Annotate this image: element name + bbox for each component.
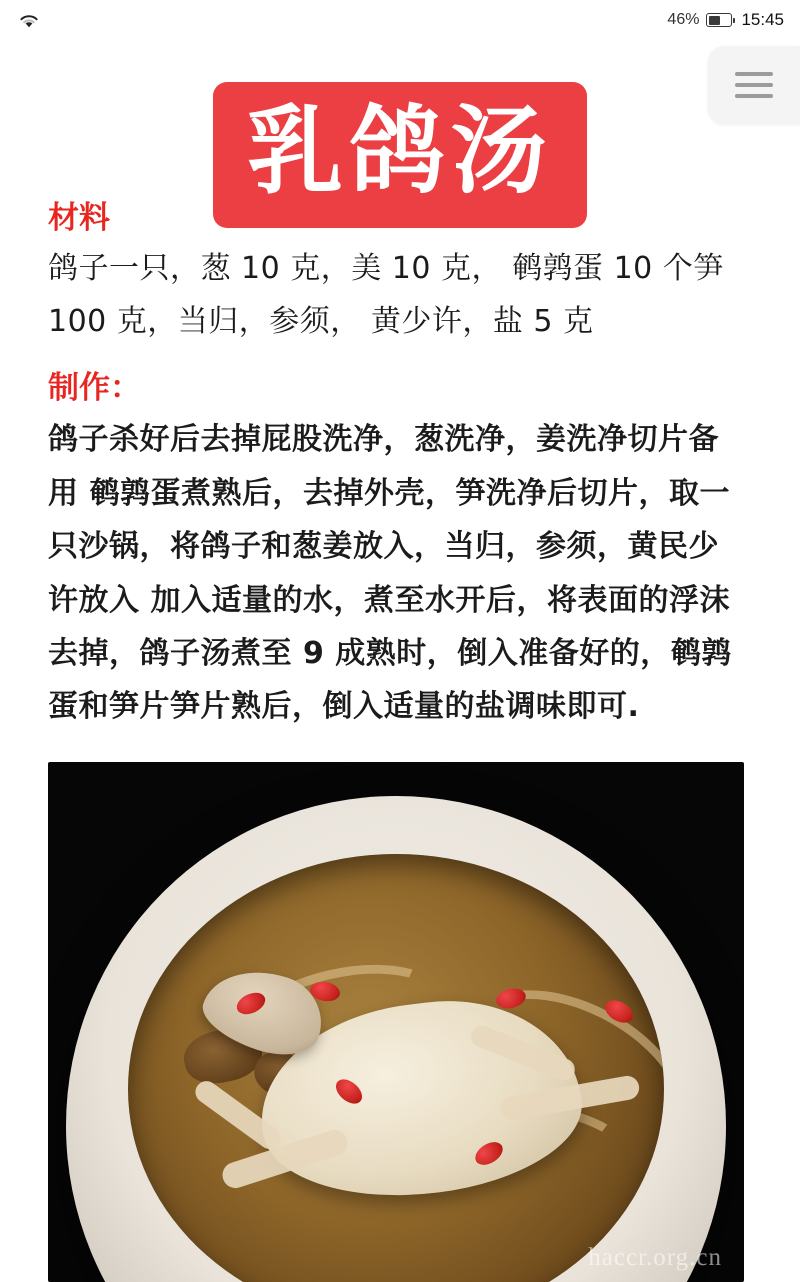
page-title: 乳鸽汤 bbox=[213, 82, 587, 228]
battery-fill bbox=[709, 16, 720, 25]
photo-watermark: haccr.org.cn bbox=[588, 1243, 722, 1271]
materials-text: 鸽子一只，葱 10 克，美 10 克， 鹌鹑蛋 10 个笋 100 克，当归，参须， 黄少许，盐 5 克 bbox=[48, 251, 724, 339]
steps-heading: 制作： bbox=[48, 370, 141, 407]
status-bar bbox=[0, 0, 800, 40]
steps-text: 鸽子杀好后去掉屁股洗净，葱洗净，姜洗净切片备用 鹌鹑蛋煮熟后，去掉外壳，笋洗净后切片，取一只沙锅，将鸽子和葱姜放入，当归，参须，黄民少许放入 加入适量的水，煮至水开后，将表面的浮沫去掉，鸽子汤煮至 9 成熟时，倒入准备好的，鹌鹑蛋和笋片笋片熟后，倒入适量的盐调味即可. bbox=[48, 422, 732, 725]
recipe-photo bbox=[48, 762, 744, 1282]
battery-percent-label: 46% bbox=[667, 11, 700, 28]
materials-heading: 材料 bbox=[48, 200, 110, 237]
status-bar-left bbox=[16, 10, 42, 30]
status-bar-right bbox=[667, 10, 784, 30]
wifi-icon bbox=[16, 10, 42, 30]
battery-icon bbox=[706, 13, 732, 27]
recipe-content bbox=[0, 40, 800, 1282]
status-bar-clock: 15:45 bbox=[741, 10, 784, 29]
